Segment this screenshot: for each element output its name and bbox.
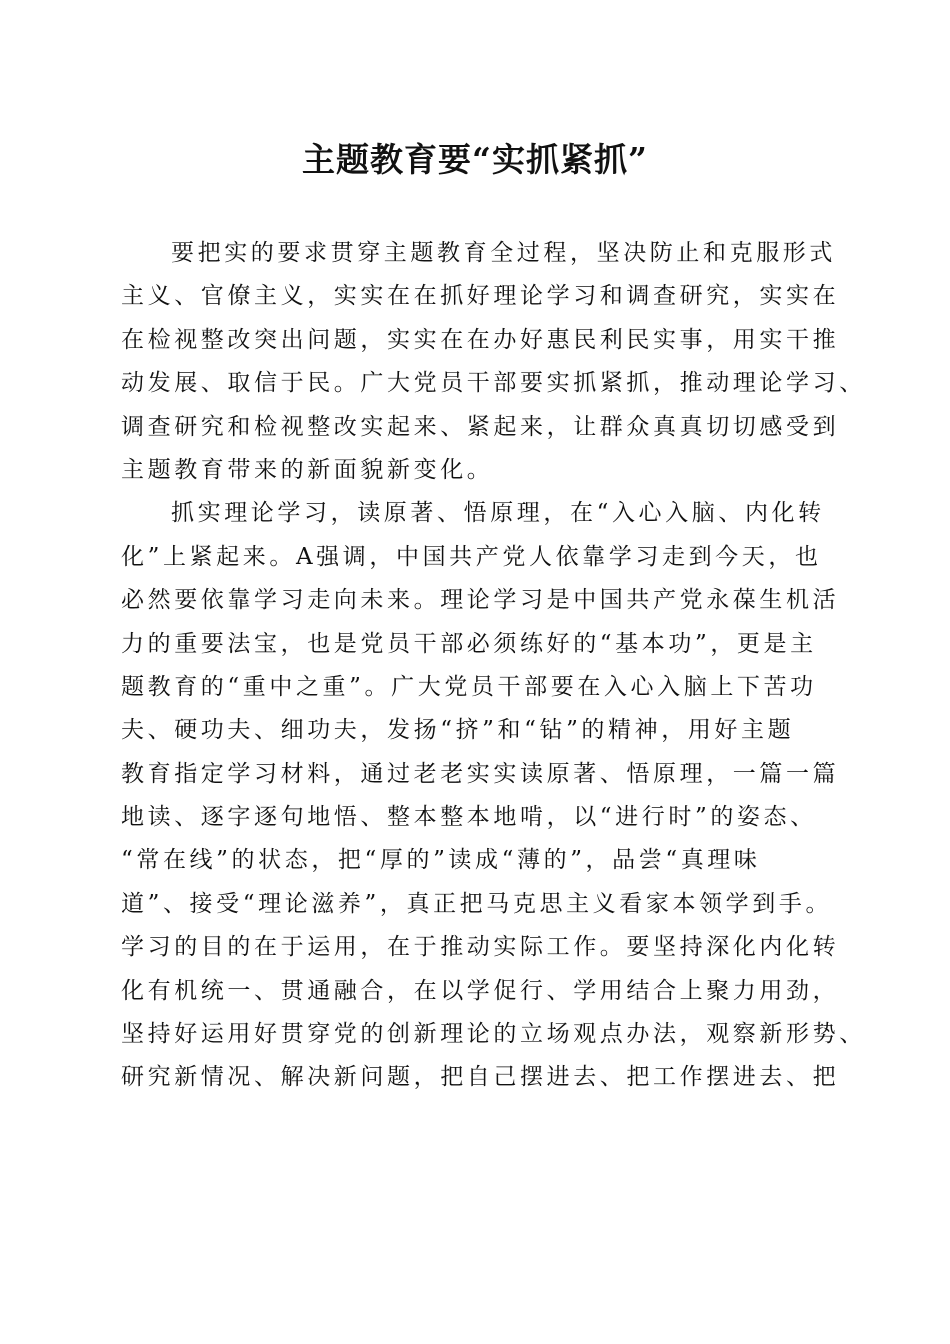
document-body: [121, 232, 866, 1100]
paragraph-line: 道”、接受“理论滋养”，真正把马克思主义看家本领学到手。: [121, 890, 833, 917]
paragraph-line: 主义、官僚主义，实实在在抓好理论学习和调查研究，实实在: [121, 283, 840, 310]
paragraph-line: “常在线”的状态，把“厚的”读成“薄的”，品尝“真理味: [121, 847, 761, 874]
paragraph-line: 必然要依靠学习走向未来。理论学习是中国共产党永葆生机活: [121, 587, 840, 614]
paragraph-line: 力的重要法宝，也是党员干部必须练好的“基本功”，更是主: [121, 630, 817, 657]
paragraph-line: 在检视整改突出问题，实实在在办好惠民利民实事，用实干推: [121, 326, 840, 353]
paragraph-line: 主题教育带来的新面貌新变化。: [121, 456, 494, 483]
paragraph-line: 化”上紧起来。A强调，中国共产党人依靠学习走到今天，也: [121, 543, 822, 570]
document-title: 主题教育要“实抓紧抓”: [302, 140, 648, 179]
paragraph-line: 抓实理论学习，读原著、悟原理，在“入心入脑、内化转: [171, 500, 825, 527]
paragraph-line: 地读、逐字逐句地悟、整本整本地啃，以“进行时”的姿态、: [121, 804, 817, 831]
paragraph-line: 研究新情况、解决新问题，把自己摆进去、把工作摆进去、把: [121, 1064, 840, 1091]
paragraph-line: 教育指定学习材料，通过老老实实读原著、悟原理，一篇一篇: [121, 760, 840, 787]
paragraph-line: 学习的目的在于运用，在于推动实际工作。要坚持深化内化转: [121, 934, 840, 961]
paragraph-line: 动发展、取信于民。广大党员干部要实抓紧抓，推动理论学习、: [121, 370, 866, 397]
paragraph-line: 要把实的要求贯穿主题教育全过程，坚决防止和克服形式: [171, 240, 836, 266]
paragraph-line: 夫、硬功夫、细功夫，发扬“挤”和“钻”的精神，用好主题: [121, 717, 795, 744]
paragraph-line: 化有机统一、贯通融合，在以学促行、学用结合上聚力用劲，: [121, 977, 840, 1004]
paragraph-line: 题教育的“重中之重”。广大党员干部要在入心入脑上下苦功: [121, 673, 817, 700]
paragraph-line: 坚持好运用好贯穿党的创新理论的立场观点办法，观察新形势、: [121, 1021, 866, 1048]
paragraph-line: 调查研究和检视整改实起来、紧起来，让群众真真切切感受到: [121, 413, 840, 440]
